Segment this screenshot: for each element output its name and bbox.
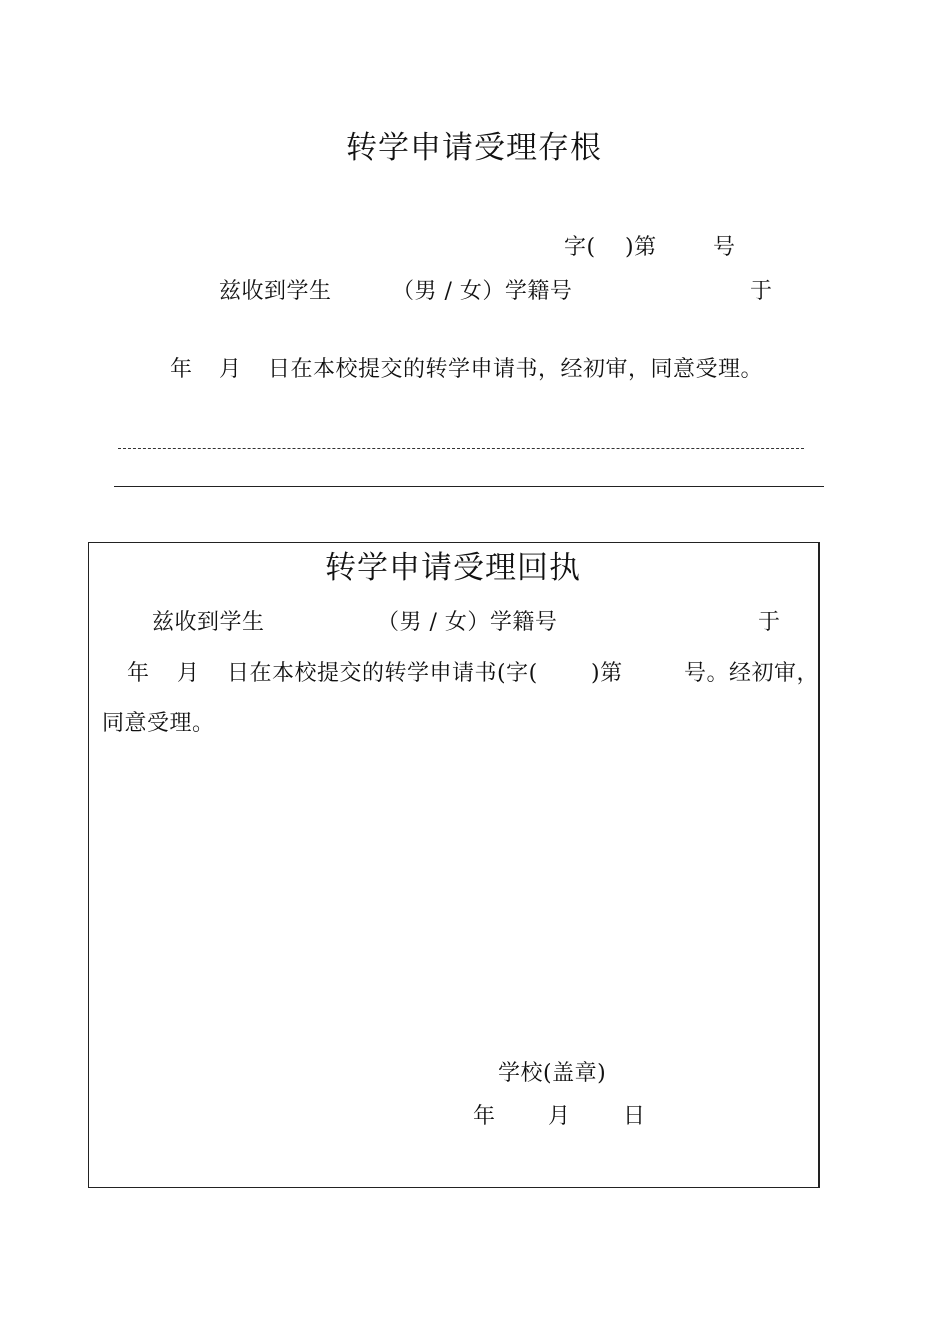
receipt-line-3: 同意受理。 [102,711,215,736]
receipt-school-seal: 学校(盖章) [498,1061,607,1086]
stub-title: 转学申请受理存根 [346,130,602,166]
stub-ref-zi: 字( [564,235,596,260]
receipt-statement: 日在本校提交的转学申请书(字( [227,661,538,686]
receipt-box [88,542,820,1188]
stub-month-label: 月 [219,357,242,382]
stub-received-student-label: 兹收到学生 [219,279,332,304]
separator-line [114,486,824,487]
stub-statement: 日在本校提交的转学申请书，经初审，同意受理。 [268,357,764,382]
receipt-ref-di: )第 [591,661,623,686]
receipt-year-label: 年 [127,661,150,686]
receipt-ref-hao: 号。经初审， [684,661,820,686]
receipt-date-month: 月 [548,1104,571,1129]
receipt-title: 转学申请受理回执 [325,550,581,586]
stub-gender-studentid-label: （男 / 女）学籍号 [392,279,573,304]
stub-ref-di: )第 [625,235,657,260]
receipt-gender-studentid-label: （男 / 女）学籍号 [377,610,558,635]
receipt-yu-label: 于 [758,610,781,635]
receipt-date-day: 日 [623,1104,646,1129]
receipt-date-year: 年 [473,1104,496,1129]
receipt-month-label: 月 [177,661,200,686]
stub-yu-label: 于 [750,279,773,304]
stub-year-label: 年 [170,357,193,382]
receipt-received-student-label: 兹收到学生 [152,610,265,635]
stub-ref-hao: 号 [713,235,736,260]
cut-dashed-line [118,448,804,449]
